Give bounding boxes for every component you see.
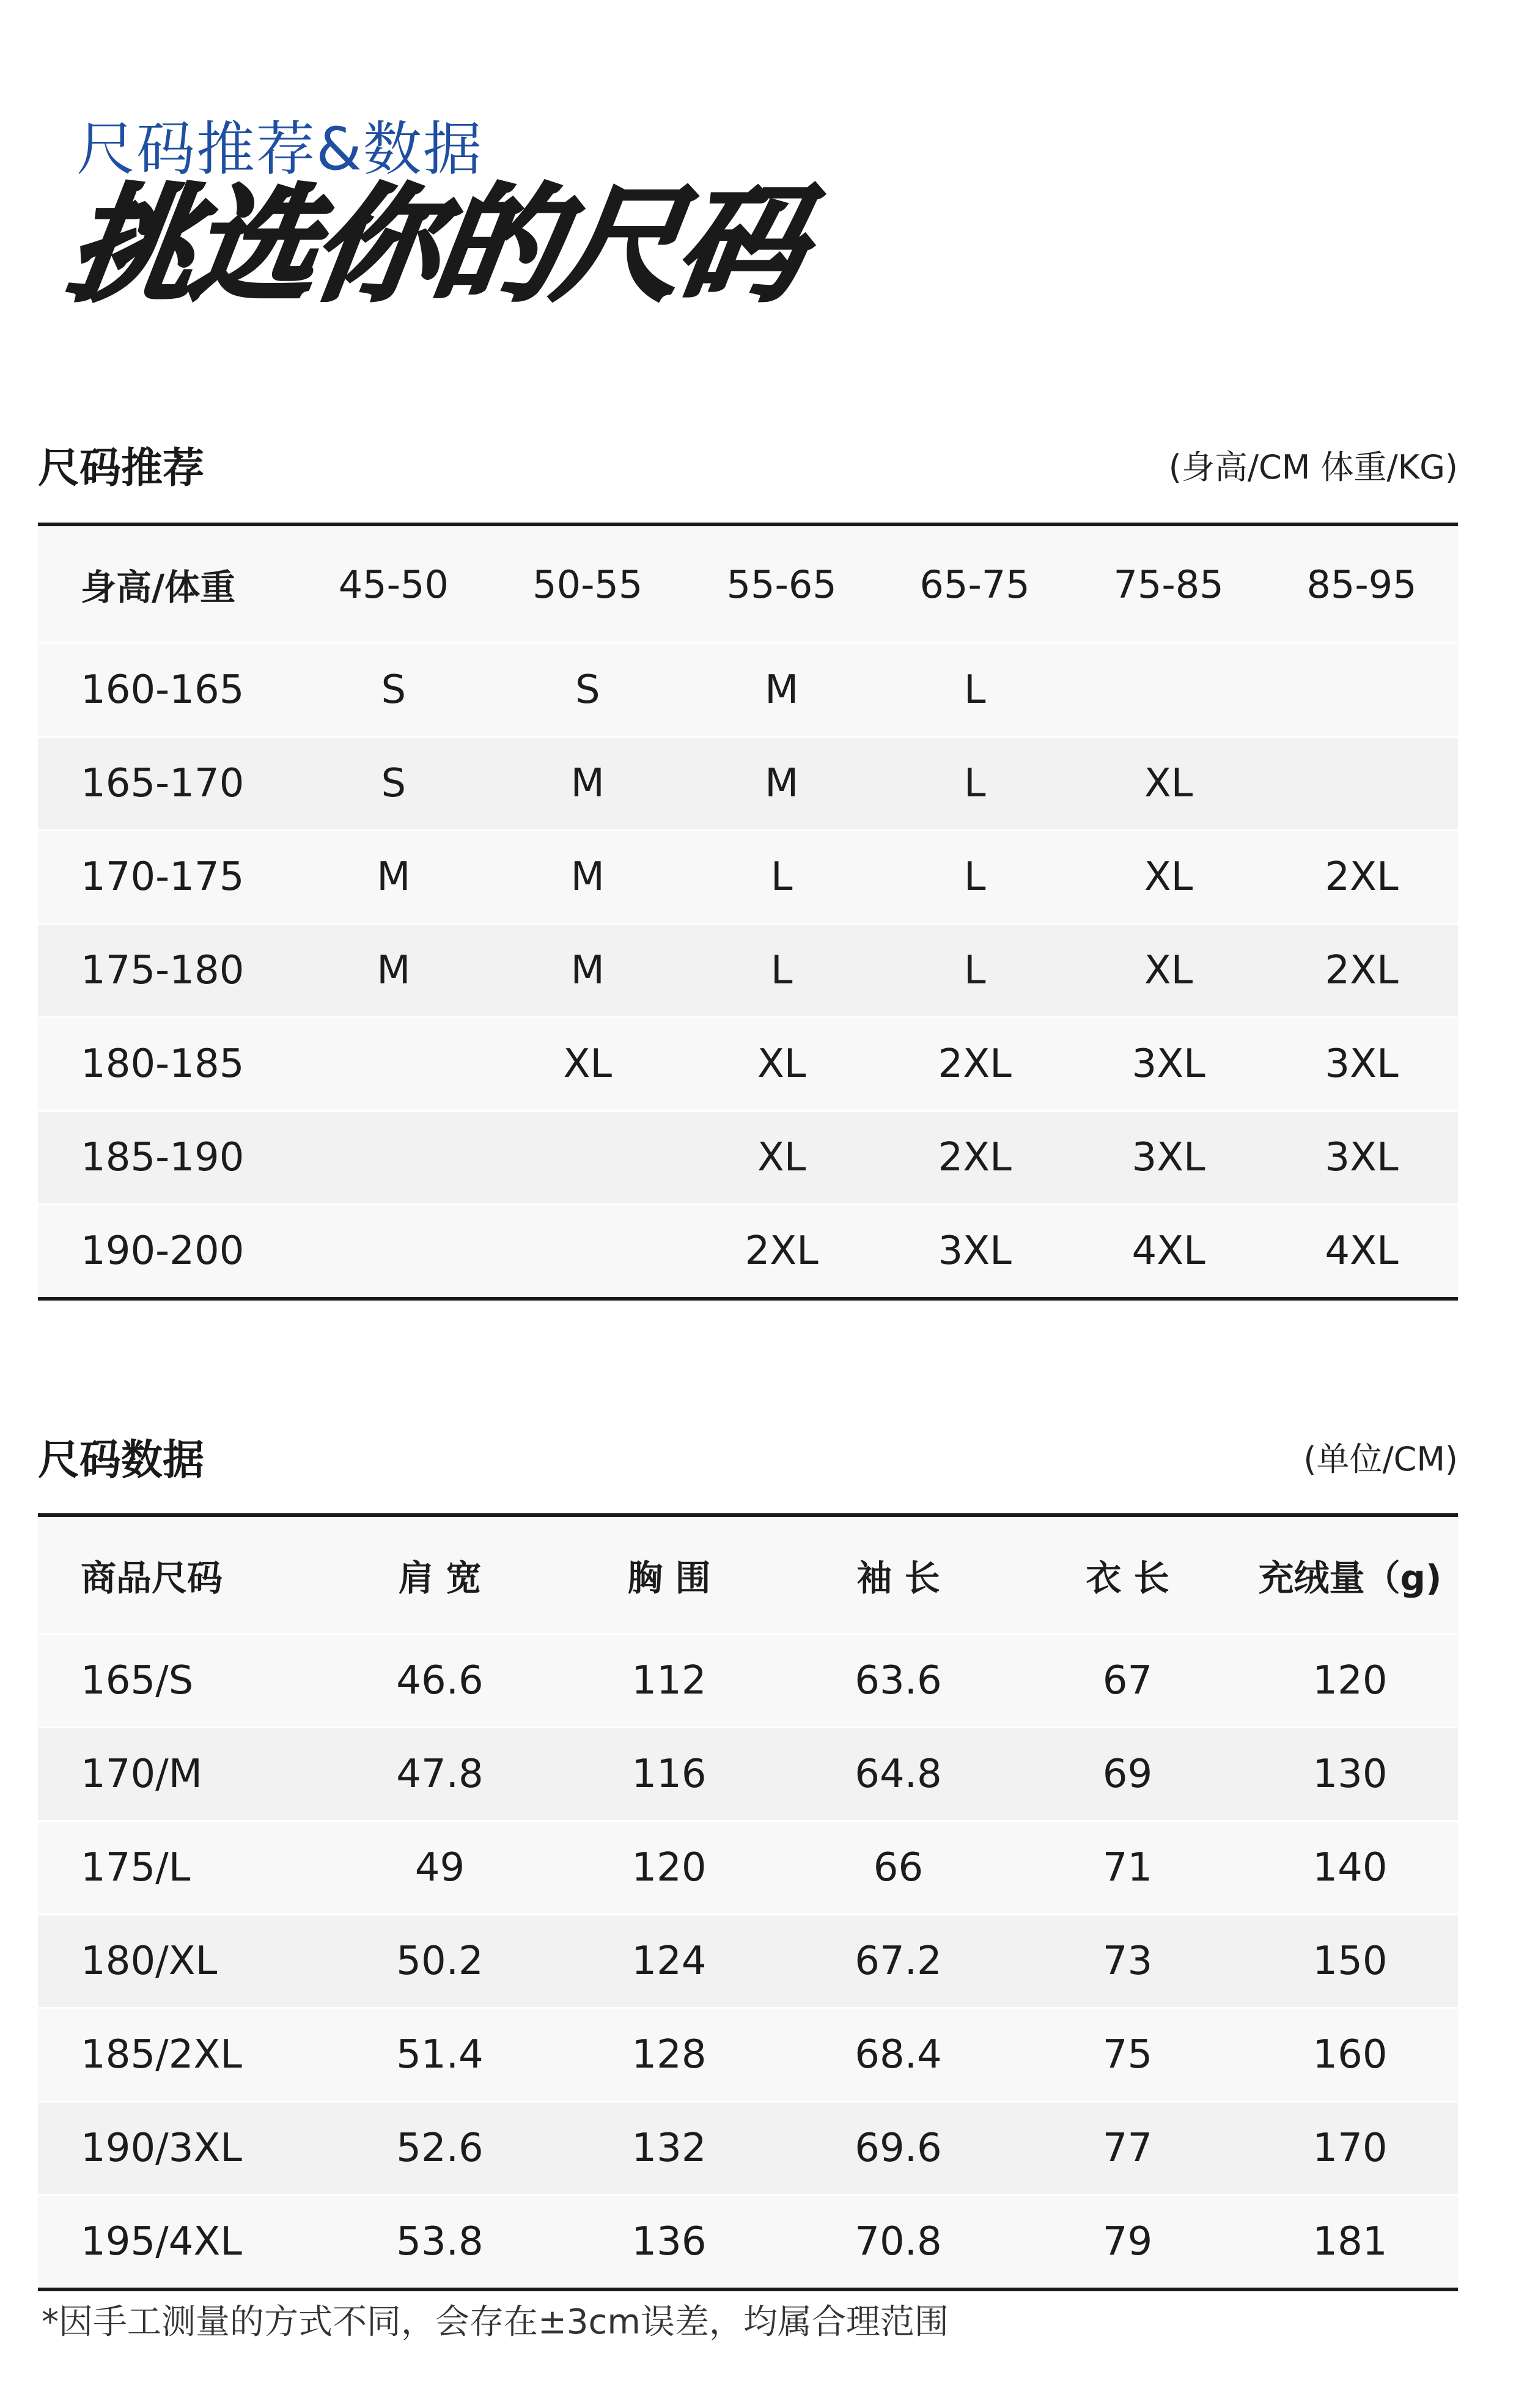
table-cell: 128 [631, 2032, 707, 2077]
sizedata-section-title: 尺码数据 [38, 1436, 205, 1485]
table-cell: 2XL [1325, 854, 1399, 900]
table-cell: 67 [1102, 1658, 1153, 1703]
table-cell: M [570, 854, 605, 900]
table-cell: XL [1144, 948, 1193, 993]
table-row [38, 1112, 1458, 1205]
column-header: 商品尺码 [81, 1557, 223, 1599]
column-header: 55-65 [726, 562, 837, 607]
table-cell: 140 [1312, 1845, 1388, 1890]
table-cell: 68.4 [855, 2032, 942, 2077]
column-header: 45-50 [338, 562, 449, 607]
table-cell: 50.2 [396, 1939, 484, 1984]
table-cell: 3XL [1325, 1135, 1399, 1180]
table-cell: 2XL [1325, 948, 1399, 993]
table-cell: 3XL [1131, 1041, 1205, 1087]
table-cell: M [765, 761, 799, 806]
table-row [38, 2102, 1458, 2196]
row-label-cell: 195/4XL [81, 2219, 242, 2264]
table-cell: L [963, 761, 986, 806]
table-row [38, 2009, 1458, 2102]
sizedata-unit-note: (单位/CM) [1303, 1440, 1458, 1478]
table-cell: 3XL [1325, 1041, 1399, 1087]
page-title: 挑选你的尺码 [60, 173, 811, 318]
table-cell: 150 [1312, 1939, 1388, 1984]
table-cell: 73 [1102, 1939, 1153, 1984]
size-recommend-table [38, 523, 1458, 1301]
row-label-cell: 180-185 [81, 1041, 245, 1087]
table-cell: 181 [1312, 2219, 1388, 2264]
column-header: 袖 长 [856, 1557, 940, 1599]
table-row [38, 1635, 1458, 1728]
table-cell: 67.2 [855, 1939, 942, 1984]
recommend-section-title: 尺码推荐 [38, 444, 205, 493]
table-row [38, 1728, 1458, 1822]
row-label-cell: 165/S [81, 1658, 194, 1703]
table-row [38, 1018, 1458, 1112]
table-cell: 132 [631, 2126, 707, 2171]
table-cell: XL [563, 1041, 612, 1087]
table-cell: 66 [873, 1845, 924, 1890]
table-cell: 77 [1102, 2126, 1153, 2171]
row-label-cell: 175/L [81, 1845, 191, 1890]
table-row [38, 925, 1458, 1018]
row-label-cell: 170/M [81, 1752, 202, 1797]
row-label-cell: 185-190 [81, 1135, 245, 1180]
table-cell: 120 [1312, 1658, 1388, 1703]
table-cell: S [575, 667, 600, 713]
table-cell: 3XL [1131, 1135, 1205, 1180]
column-header: 充绒量（g) [1258, 1557, 1442, 1599]
table-cell: M [377, 854, 411, 900]
table-cell: 51.4 [396, 2032, 484, 2077]
table-cell: S [381, 667, 407, 713]
row-label-cell: 190/3XL [81, 2126, 242, 2171]
table-cell: XL [757, 1041, 806, 1087]
column-header: 胸 围 [627, 1557, 711, 1599]
table-row [38, 738, 1458, 831]
table-cell: XL [757, 1135, 806, 1180]
row-label-cell: 180/XL [81, 1939, 218, 1984]
table-cell: 120 [631, 1845, 707, 1890]
table-cell: 124 [631, 1939, 707, 1984]
table-cell: 69 [1102, 1752, 1153, 1797]
table-cell: 4XL [1131, 1228, 1205, 1274]
page-subtitle: 尺码推荐&数据 [76, 115, 483, 183]
column-header: 身高/体重 [81, 567, 236, 608]
table-cell: 2XL [938, 1135, 1012, 1180]
table-cell: XL [1144, 854, 1193, 900]
column-header: 50-55 [532, 562, 643, 607]
table-cell: L [963, 948, 986, 993]
column-header: 衣 长 [1086, 1557, 1169, 1599]
table-header-row [38, 526, 1458, 644]
recommend-unit-note: (身高/CM 体重/KG) [1168, 448, 1458, 486]
table-cell: M [570, 948, 605, 993]
table-cell: 170 [1312, 2126, 1388, 2171]
table-header-row [38, 1517, 1458, 1635]
table-cell: 136 [631, 2219, 707, 2264]
row-label-cell: 165-170 [81, 761, 245, 806]
column-header: 65-75 [919, 562, 1030, 607]
table-cell: 4XL [1325, 1228, 1399, 1274]
table-row [38, 831, 1458, 925]
table-cell: 116 [631, 1752, 707, 1797]
table-row [38, 2196, 1458, 2288]
row-label-cell: 160-165 [81, 667, 245, 713]
table-cell: 69.6 [855, 2126, 942, 2171]
table-cell: L [963, 854, 986, 900]
column-header: 75-85 [1113, 562, 1224, 607]
table-row [38, 1205, 1458, 1297]
table-cell: 2XL [745, 1228, 819, 1274]
table-cell: M [765, 667, 799, 713]
row-label-cell: 185/2XL [81, 2032, 242, 2077]
table-cell: 47.8 [396, 1752, 484, 1797]
table-cell: 63.6 [855, 1658, 942, 1703]
table-cell: L [963, 667, 986, 713]
table-cell: M [377, 948, 411, 993]
table-cell: 53.8 [396, 2219, 484, 2264]
row-label-cell: 190-200 [81, 1228, 245, 1274]
table-cell: L [770, 948, 793, 993]
measurement-footnote: *因手工测量的方式不同，会存在±3cm误差，均属合理范围 [42, 2302, 949, 2342]
table-row [38, 644, 1458, 738]
size-data-table [38, 1513, 1458, 2291]
table-row [38, 1915, 1458, 2009]
table-cell: XL [1144, 761, 1193, 806]
table-cell: 46.6 [396, 1658, 484, 1703]
table-cell: M [570, 761, 605, 806]
table-cell: 70.8 [855, 2219, 942, 2264]
column-header: 肩 宽 [398, 1557, 482, 1599]
table-cell: 49 [414, 1845, 465, 1890]
table-cell: 130 [1312, 1752, 1388, 1797]
table-cell: 112 [631, 1658, 707, 1703]
table-cell: 75 [1102, 2032, 1153, 2077]
row-label-cell: 175-180 [81, 948, 245, 993]
table-cell: 71 [1102, 1845, 1153, 1890]
table-cell: 160 [1312, 2032, 1388, 2077]
column-header: 85-95 [1306, 562, 1417, 607]
table-cell: S [381, 761, 407, 806]
table-cell: 3XL [938, 1228, 1012, 1274]
table-cell: 64.8 [855, 1752, 942, 1797]
table-cell: 79 [1102, 2219, 1153, 2264]
row-label-cell: 170-175 [81, 854, 245, 900]
table-cell: 2XL [938, 1041, 1012, 1087]
table-row [38, 1822, 1458, 1915]
table-cell: L [770, 854, 793, 900]
table-cell: 52.6 [396, 2126, 484, 2171]
